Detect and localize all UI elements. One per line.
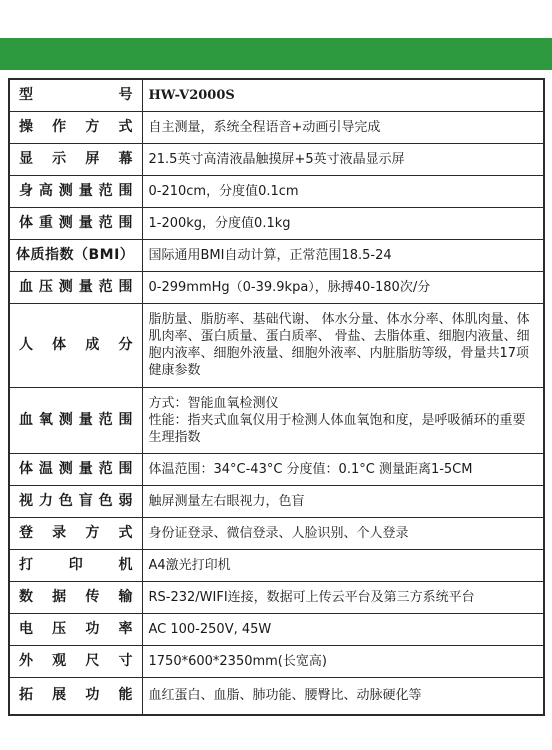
spec-label: 操作方式 bbox=[19, 118, 133, 135]
spec-label: 显示屏幕 bbox=[19, 150, 133, 167]
spec-label-cell bbox=[9, 175, 142, 207]
spec-row bbox=[9, 143, 544, 175]
spec-label: 电压功率 bbox=[19, 620, 133, 637]
spec-value: HW-V2000S bbox=[142, 79, 544, 111]
spec-row bbox=[9, 517, 544, 549]
header-band bbox=[0, 38, 552, 70]
spec-value: 身份证登录、微信登录、人脸识别、个人登录 bbox=[142, 517, 544, 549]
spec-value: 自主测量，系统全程语音+动画引导完成 bbox=[142, 111, 544, 143]
spec-row bbox=[9, 677, 544, 715]
spec-label: 视力色盲色弱 bbox=[19, 492, 133, 509]
spec-row bbox=[9, 271, 544, 303]
spec-value: 0-299mmHg（0-39.9kpa），脉搏40-180次/分 bbox=[142, 271, 544, 303]
spec-row bbox=[9, 613, 544, 645]
spec-row bbox=[9, 111, 544, 143]
spec-label: 打印机 bbox=[19, 556, 133, 573]
spec-row bbox=[9, 79, 544, 111]
spec-label: 外观尺寸 bbox=[19, 652, 133, 669]
spec-label-cell bbox=[9, 581, 142, 613]
spec-value: 血红蛋白、血脂、肺功能、腰臀比、动脉硬化等 bbox=[142, 677, 544, 715]
spec-row bbox=[9, 239, 544, 271]
spec-row bbox=[9, 581, 544, 613]
spec-label-cell bbox=[9, 143, 142, 175]
spec-value: A4激光打印机 bbox=[142, 549, 544, 581]
spec-label: 登录方式 bbox=[19, 524, 133, 541]
spec-row bbox=[9, 303, 544, 387]
spec-value: 脂肪量、脂肪率、基础代谢、 体水分量、体水分率、体肌肉量、体肌肉率、蛋白质量、蛋白质率、 骨盐、去脂体重、细胞内液量、细胞内液率、细胞外液量、细胞外液率、内脏脂肪等级，骨量共17项健康参数 bbox=[142, 303, 544, 387]
spec-value: 国际通用BMI自动计算，正常范围18.5-24 bbox=[142, 239, 544, 271]
spec-label-cell bbox=[9, 453, 142, 485]
spec-row bbox=[9, 549, 544, 581]
spec-row bbox=[9, 387, 544, 453]
spec-row bbox=[9, 175, 544, 207]
spec-label: 体质指数（BMI） bbox=[16, 246, 135, 263]
spec-label-cell bbox=[9, 645, 142, 677]
spec-label-cell bbox=[9, 485, 142, 517]
spec-label-cell bbox=[9, 79, 142, 111]
spec-label-cell bbox=[9, 517, 142, 549]
spec-value: 1-200kg，分度值0.1kg bbox=[142, 207, 544, 239]
spec-label-cell bbox=[9, 549, 142, 581]
spec-label-cell bbox=[9, 239, 142, 271]
spec-value: AC 100-250V, 45W bbox=[142, 613, 544, 645]
spec-label: 人体成分 bbox=[19, 336, 133, 353]
spec-label: 体重测量范围 bbox=[19, 214, 133, 231]
spec-label: 血氧测量范围 bbox=[19, 411, 133, 428]
spec-label-cell bbox=[9, 303, 142, 387]
spec-value: 触屏测量左右眼视力，色盲 bbox=[142, 485, 544, 517]
spec-row bbox=[9, 207, 544, 239]
spec-row bbox=[9, 485, 544, 517]
spec-row bbox=[9, 453, 544, 485]
spec-label: 数据传输 bbox=[19, 588, 133, 605]
spec-label-cell bbox=[9, 207, 142, 239]
spec-label: 身高测量范围 bbox=[19, 182, 133, 199]
spec-label-cell bbox=[9, 387, 142, 453]
spec-label: 型号 bbox=[19, 86, 133, 103]
spec-value: 1750*600*2350mm(长宽高) bbox=[142, 645, 544, 677]
spec-label: 血压测量范围 bbox=[19, 278, 133, 295]
spec-label: 体温测量范围 bbox=[19, 460, 133, 477]
spec-value: 体温范围：34°C-43°C 分度值：0.1°C 测量距离1-5CM bbox=[142, 453, 544, 485]
spec-row bbox=[9, 645, 544, 677]
spec-label-cell bbox=[9, 613, 142, 645]
spec-label-cell bbox=[9, 677, 142, 715]
spec-label: 拓展功能 bbox=[19, 687, 133, 704]
spec-value: 0-210cm，分度值0.1cm bbox=[142, 175, 544, 207]
spec-label-cell bbox=[9, 271, 142, 303]
spec-value: 21.5英寸高清液晶触摸屏+5英寸液晶显示屏 bbox=[142, 143, 544, 175]
spec-label-cell bbox=[9, 111, 142, 143]
spec-value: 方式：智能血氧检测仪 性能：指夹式血氧仪用于检测人体血氧饱和度，是呼吸循环的重要生理指数 bbox=[142, 387, 544, 453]
spec-table bbox=[8, 78, 545, 716]
spec-value: RS-232/WIFI连接，数据可上传云平台及第三方系统平台 bbox=[142, 581, 544, 613]
